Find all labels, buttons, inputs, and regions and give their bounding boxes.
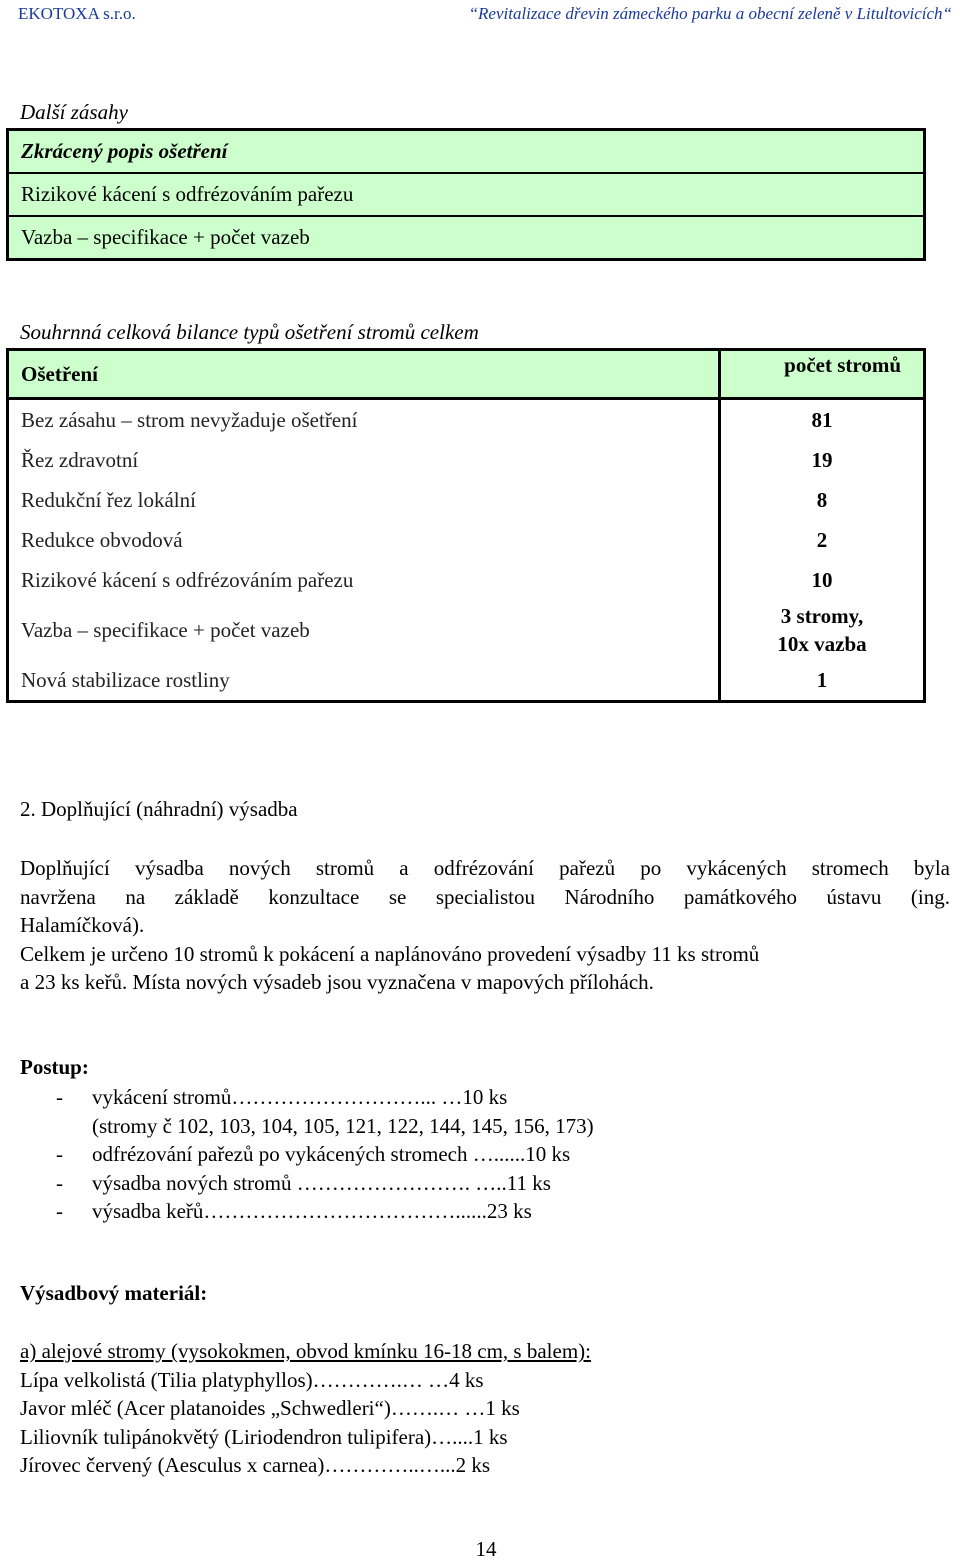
material-heading: Výsadbový materiál:: [20, 1281, 208, 1305]
table2-value: 2: [720, 520, 925, 560]
paragraph-line: Halamíčková).: [20, 913, 145, 937]
table2-label: Rizikové kácení s odfrézováním pařezu: [21, 567, 354, 592]
paragraph-line: Doplňující výsadba nových stromů a odfrézování pařezů po vykácených stromech byla: [20, 856, 950, 880]
list-item: Javor mléč (Acer platanoides „Schwedleri“)…….… …1 ks: [20, 1396, 520, 1421]
table2-label: Nová stabilizace rostliny: [21, 667, 230, 692]
list-item-text: (stromy č 102, 103, 104, 105, 121, 122, 144, 145, 156, 173): [92, 1113, 594, 1138]
list-item: Liliovník tulipánokvětý (Liriodendron tulipifera)…....1 ks: [20, 1424, 508, 1449]
list-item: Jírovec červený (Aesculus x carnea)…………..…...2 ks: [20, 1453, 491, 1478]
table2-header-treatment: Ošetření: [8, 350, 720, 399]
table2-label: Řez zdravotní: [21, 447, 139, 472]
list-item-text: vykácení stromů………………………... …10 ks: [92, 1085, 508, 1109]
table2-label: Redukce obvodová: [21, 527, 183, 552]
postup-heading: Postup:: [20, 1055, 89, 1079]
table1-caption: Další zásahy: [20, 100, 128, 124]
header-company: EKOTOXA s.r.o.: [18, 4, 136, 23]
header-project-title: “Revitalizace dřevin zámeckého parku a obecní zeleně v Litultovicích“: [468, 4, 952, 23]
list-item-text: výsadba nových stromů ……………………. …..11 ks: [92, 1170, 551, 1195]
list-item-text: odfrézování pařezů po vykácených stromech …......10 ks: [92, 1142, 571, 1166]
table2-label: Redukční řez lokální: [21, 487, 196, 512]
table2-header-count: počet stromů: [720, 350, 925, 399]
page-number: 14: [475, 1537, 497, 1561]
list-dash: -: [56, 1085, 63, 1109]
table2-value: 10: [720, 560, 925, 600]
table-row: [8, 560, 925, 600]
table2-label: Vazba – specifikace + počet vazeb: [21, 617, 310, 642]
list-dash: -: [56, 1170, 63, 1195]
table2-value-line: 3 stromy,: [780, 604, 864, 628]
material-list: [20, 1337, 591, 1480]
table2-value-line: 10x vazba: [777, 632, 867, 656]
table1: [6, 128, 926, 261]
material-subheading: a) alejové stromy (vysokokmen, obvod kmínku 16-18 cm, s balem):: [20, 1339, 591, 1363]
section-heading: 2. Doplňující (náhradní) výsadba: [20, 797, 298, 821]
table2-label: Bez zásahu – strom nevyžaduje ošetření: [21, 407, 358, 432]
list-item: [56, 1112, 594, 1141]
paragraph-line: Celkem je určeno 10 stromů k pokácení a naplánováno provedení výsadby 11 ks stromů: [20, 941, 760, 966]
paragraph-line: a 23 ks keřů. Místa nových výsadeb jsou vyznačena v mapových přílohách.: [20, 970, 654, 994]
table-row: [8, 440, 925, 480]
table1-cell: Rizikové kácení s odfrézováním pařezu: [8, 173, 925, 216]
table1-header-cell: Zkrácený popis ošetření: [8, 130, 925, 174]
table-row: [8, 600, 925, 660]
table2-value: 1: [720, 660, 925, 702]
list-dash: -: [56, 1199, 63, 1223]
list-item: [56, 1197, 594, 1226]
table2-value: 8: [720, 480, 925, 520]
table2-caption: Souhrnná celková bilance typů ošetření stromů celkem: [20, 320, 479, 344]
table2-value: 81: [720, 399, 925, 441]
table-row: [8, 520, 925, 560]
list-item: [56, 1169, 594, 1198]
list-item: [56, 1140, 594, 1169]
section-paragraph: [20, 854, 950, 997]
list-dash: -: [56, 1142, 63, 1166]
table1-cell: Vazba – specifikace + počet vazeb: [8, 216, 925, 260]
table2: [6, 348, 926, 703]
table2-value: [720, 600, 925, 660]
table2-header-row: [8, 350, 925, 399]
table2-value: 19: [720, 440, 925, 480]
table-row: [8, 660, 925, 702]
list-item: [56, 1083, 594, 1112]
paragraph-line: navržena na základě konzultace se specialistou Národního památkového ústavu (ing.: [20, 884, 950, 909]
list-item-text: výsadba keřů………………………………......23 ks: [92, 1199, 532, 1223]
list-item: Lípa velkolistá (Tilia platyphyllos)………….… …4 ks: [20, 1367, 484, 1392]
table-row: [8, 399, 925, 441]
table-row: [8, 480, 925, 520]
postup-list: [56, 1083, 594, 1226]
